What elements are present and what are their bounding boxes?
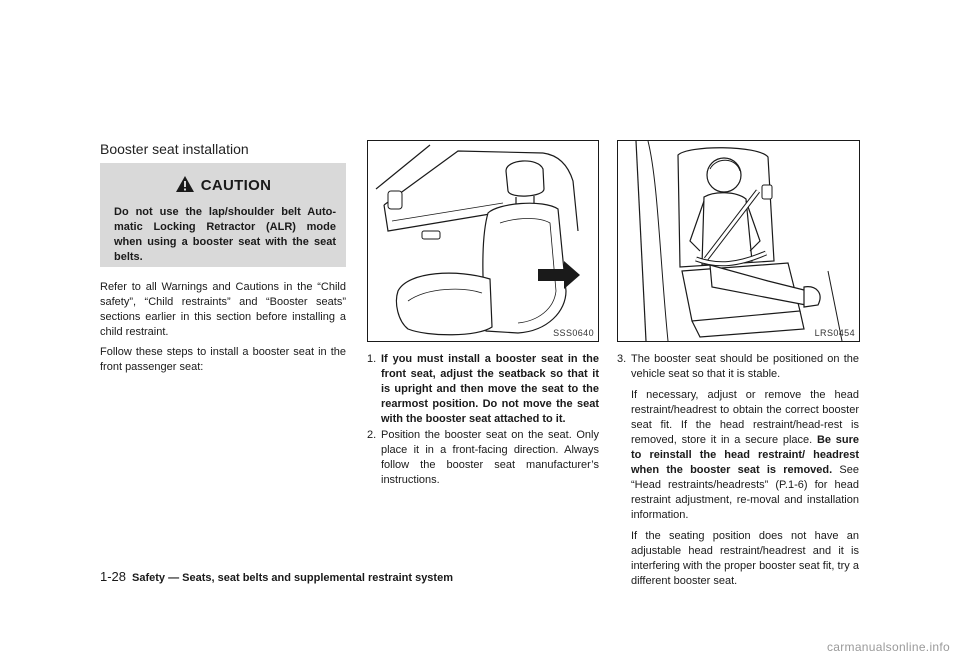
warning-triangle-icon	[175, 175, 195, 197]
figure-booster-seat	[617, 140, 860, 342]
caution-box	[100, 163, 346, 267]
step-text-block	[617, 352, 859, 589]
section-heading: Booster seat installation	[100, 141, 249, 157]
sub-text-plain: If necessary, adjust or remove the head restraint/headrest to obtain the correct booster seat fit. If the head restraint/head-rest is removed, store it in a secure place.	[631, 389, 859, 446]
step-number: 3.	[617, 353, 627, 365]
step-1	[367, 352, 599, 427]
step-number: 1.	[367, 353, 377, 365]
step-text: If you must install a booster seat in the front seat, adjust the seatback so that it is upright and then move the seat to the rearmost position. Do not move the seat with the booster seat attached to it.	[381, 353, 599, 425]
page-number: 1-28	[100, 569, 127, 584]
page-footer	[100, 569, 453, 584]
step-number: 2.	[367, 429, 377, 441]
step-3-sub-2: If the seating position does not have an adjustable head restraint/headrest and it is interfering with the proper booster seat fit, try a different booster seat.	[631, 530, 859, 587]
booster-seat-child-illustration	[618, 141, 859, 341]
intro-paragraph-1: Refer to all Warnings and Cautions in the “Child safety”, “Child restraints” and “Booster seats” sections earlier in this section before installing a child restraint.	[100, 281, 346, 338]
step-3-sub-1	[631, 388, 859, 523]
caution-text: Do not use the lap/shoulder belt Auto-matic Locking Retractor (ALR) mode when using a booster seat with the seat belts.	[114, 206, 336, 263]
caution-title-row	[100, 175, 346, 197]
footer-title: Safety — Seats, seat belts and supplemental restraint system	[132, 572, 453, 584]
front-seat-illustration	[368, 141, 598, 341]
step-2	[367, 428, 599, 488]
step-text: The booster seat should be positioned on the vehicle seat so that it is stable.	[631, 353, 859, 380]
step-3	[617, 352, 859, 589]
sub-text-bold: Be sure to reinstall the head restraint/ headrest when the booster seat is removed.	[631, 434, 859, 476]
figure-front-seat	[367, 140, 599, 342]
caution-title: CAUTION	[200, 177, 272, 194]
sub-text-tail: See “Head restraints/headrests” (P.1-6) for head restraint adjustment, re-moval and installation information.	[631, 464, 859, 521]
figure-code: SSS0640	[553, 328, 594, 338]
intro-paragraph-2: Follow these steps to install a booster seat in the front passenger seat:	[100, 346, 346, 373]
step-text: Position the booster seat on the seat. Only place it in a front-facing direction. Always follow the booster seat manufacturer’s instructions.	[381, 429, 599, 486]
watermark: carmanualsonline.info	[826, 640, 950, 654]
figure-code: LRS0454	[814, 328, 855, 338]
